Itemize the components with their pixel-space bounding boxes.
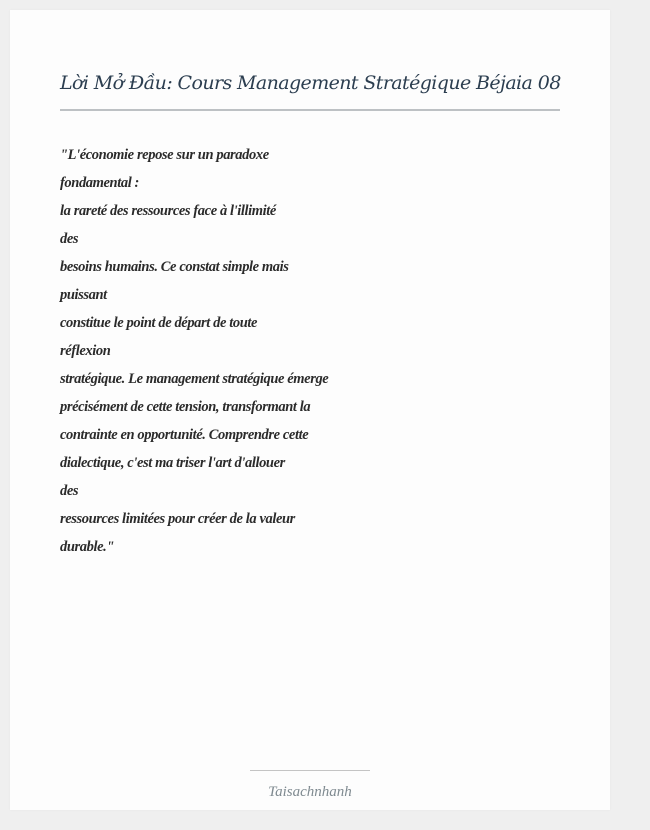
quote-line: constitue le point de départ de toute	[60, 315, 258, 331]
document-page	[10, 10, 610, 810]
quote-line: la rareté des ressources face à l'illimité	[60, 203, 276, 219]
quote-line: ressources limitées pour créer de la valeur	[60, 511, 295, 527]
footer-brand: Taisachnhanh	[268, 784, 352, 800]
quote-line: fondamental :	[60, 175, 139, 191]
title-divider	[60, 109, 560, 111]
quote-line: "L'économie repose sur un paradoxe	[60, 147, 269, 163]
quote-line: stratégique. Le management stratégique émerge	[60, 371, 329, 387]
footer-divider	[250, 770, 370, 771]
quote-line: des	[60, 483, 79, 499]
quote-line: puissant	[60, 287, 107, 303]
quote-line: des	[60, 231, 79, 247]
quote-line: dialectique, c'est ma triser l'art d'allouer	[60, 455, 285, 471]
quote-line: réflexion	[60, 343, 111, 359]
quote-line: contrainte en opportunité. Comprendre cette	[60, 427, 309, 443]
quote-line: durable."	[60, 539, 114, 555]
page-title: Lời Mở Đầu: Cours Management Stratégique Béjaia 08	[60, 72, 561, 94]
quote-line: besoins humains. Ce constat simple mais	[60, 259, 289, 275]
quote-line: précisément de cette tension, transformant la	[60, 399, 311, 415]
quote-block	[60, 141, 380, 561]
